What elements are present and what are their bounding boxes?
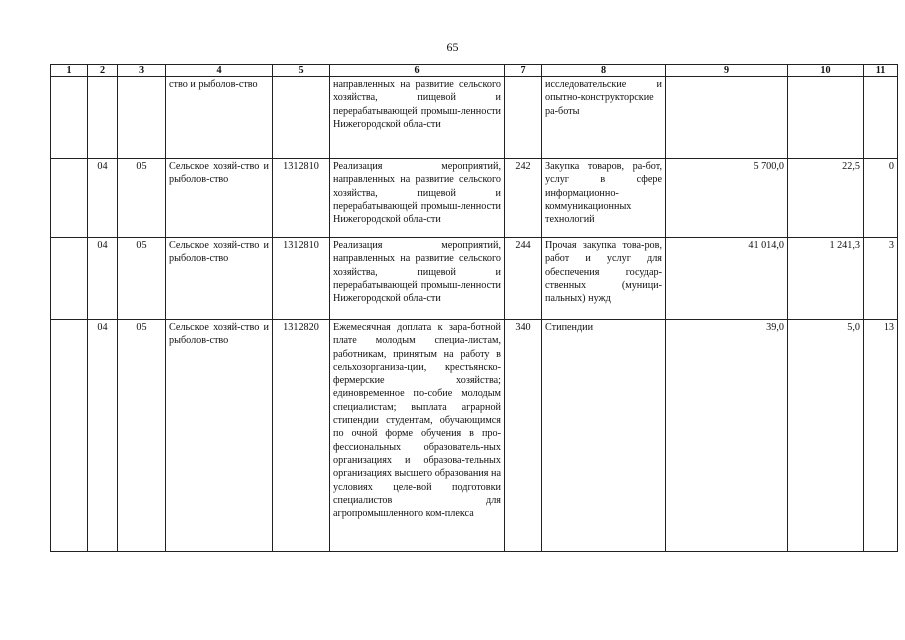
cell-section-name: Сельское хозяй-ство и рыболов-ство [166,320,273,552]
page-number: 65 [446,40,459,54]
cell-amount-actual: 5,0 [788,320,864,552]
column-header: 8 [542,65,666,77]
table-row [51,159,898,238]
cell-subsection-code: 05 [118,320,166,552]
cell-expense-type-name: Стипендии [542,320,666,552]
cell-expense-type: 242 [505,159,542,238]
column-header: 4 [166,65,273,77]
cell-expense-type-name: Прочая закупка това-ров, работ и услуг для обеспечения государ-ственных (муници-пальных) нужд [542,238,666,320]
table-row [51,77,898,159]
cell-article-name: Ежемесячная доплата к зара-ботной плате молодым специа-листам, работникам, принятым на работу в сельхозорганиза-ции, крестьянско-фермерские хозяйства; единовременное по-собие молодым специалистам; выплата аграрной стипендии студентам, обучающимся по очной форме обучения в про-фессиональных образователь-ных организациях и образова-тельных организациях высшего образования на условиях целе-вой подготовки специалистов для агропромышленного ком-плекса [330,320,505,552]
column-header: 5 [273,65,330,77]
column-header: 6 [330,65,505,77]
table-row [51,320,898,552]
cell-amount-plan [666,77,788,159]
cell-amount-plan: 39,0 [666,320,788,552]
cell-row-number [51,238,88,320]
cell-row-number [51,320,88,552]
cell-section-code [88,77,118,159]
cell-amount-actual: 1 241,3 [788,238,864,320]
cell-percent: 0 [864,159,898,238]
cell-amount-plan: 41 014,0 [666,238,788,320]
column-header: 2 [88,65,118,77]
cell-subsection-code: 05 [118,159,166,238]
cell-article-name: Реализация мероприятий, направленных на развитие сельского хозяйства, пищевой и перерабатывающей промыш-ленности Нижегородской обла-сти [330,238,505,320]
cell-section-name: Сельское хозяй-ство и рыболов-ство [166,159,273,238]
cell-amount-actual [788,77,864,159]
column-header: 3 [118,65,166,77]
cell-row-number [51,77,88,159]
cell-expense-type: 340 [505,320,542,552]
cell-percent: 3 [864,238,898,320]
cell-section-code: 04 [88,320,118,552]
column-header: 7 [505,65,542,77]
cell-expense-type-name: Закупка товаров, ра-бот, услуг в сфере информационно-коммуникационных технологий [542,159,666,238]
budget-table [50,64,898,552]
cell-target-article: 1312810 [273,159,330,238]
column-header: 10 [788,65,864,77]
column-header: 9 [666,65,788,77]
cell-amount-plan: 5 700,0 [666,159,788,238]
cell-percent: 13 [864,320,898,552]
cell-target-article: 1312820 [273,320,330,552]
cell-article-name: Реализация мероприятий, направленных на развитие сельского хозяйства, пищевой и перерабатывающей промыш-ленности Нижегородской обла-сти [330,159,505,238]
cell-percent [864,77,898,159]
column-header: 11 [864,65,898,77]
column-header: 1 [51,65,88,77]
cell-expense-type: 244 [505,238,542,320]
cell-target-article [273,77,330,159]
table-row [51,238,898,320]
cell-subsection-code: 05 [118,238,166,320]
cell-target-article: 1312810 [273,238,330,320]
cell-expense-type-name: исследовательские и опытно-конструкторские ра-боты [542,77,666,159]
cell-amount-actual: 22,5 [788,159,864,238]
cell-section-code: 04 [88,159,118,238]
cell-article-name: направленных на развитие сельского хозяйства, пищевой и перерабатывающей промыш-ленности Нижегородской обла-сти [330,77,505,159]
cell-expense-type [505,77,542,159]
cell-section-code: 04 [88,238,118,320]
cell-section-name: Сельское хозяй-ство и рыболов-ство [166,238,273,320]
cell-subsection-code [118,77,166,159]
column-number-header-row [51,65,898,77]
cell-section-name: ство и рыболов-ство [166,77,273,159]
cell-row-number [51,159,88,238]
